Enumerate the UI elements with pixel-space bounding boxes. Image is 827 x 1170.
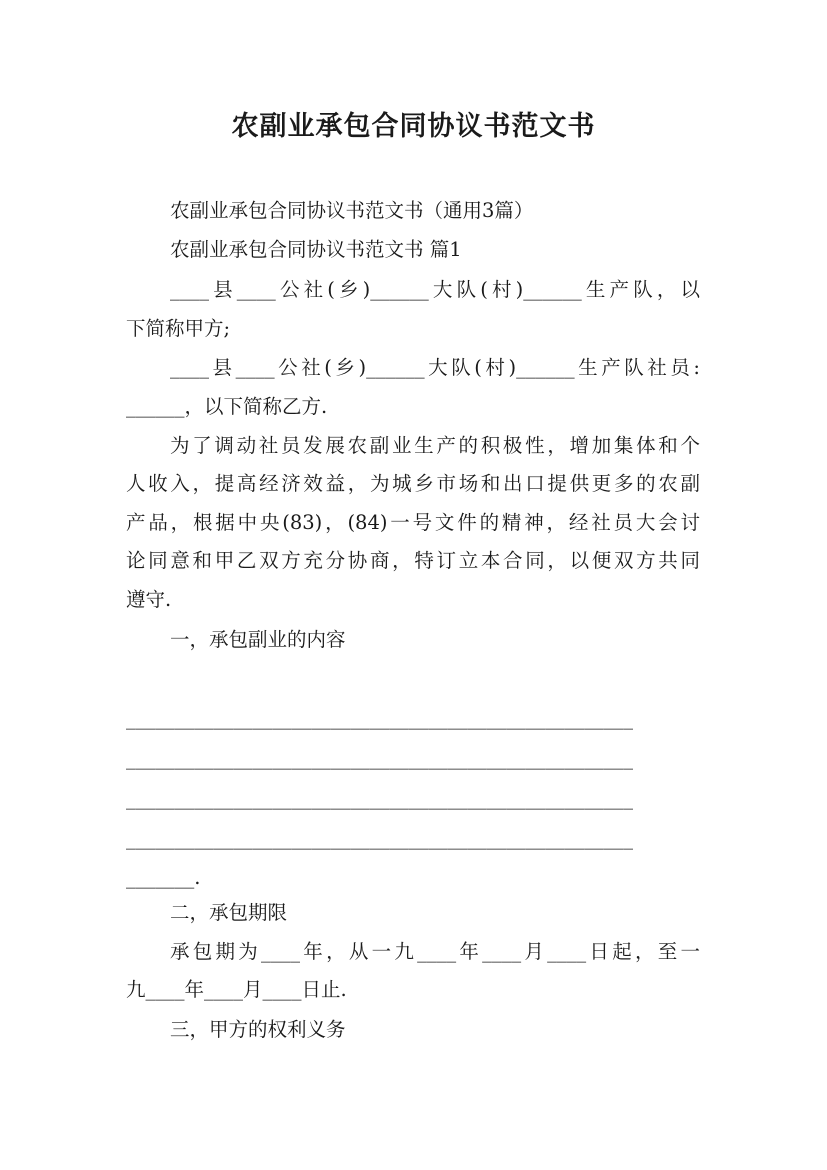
paragraph-line: ______，以下简称乙方. <box>126 395 328 418</box>
paragraph-line: 人收入，提高经济效益，为城乡市场和出口提供更多的农副 <box>126 472 700 495</box>
blank-fill-line: ____________________________________________________ <box>126 707 633 730</box>
section-heading: 三，甲方的权利义务 <box>170 1018 346 1041</box>
paragraph-line: 九____年____月____日止. <box>126 978 347 1001</box>
paragraph-line: 下简称甲方; <box>126 317 231 340</box>
paragraph-line: 遵守. <box>126 588 172 611</box>
blank-fill-line: _______. <box>126 866 201 889</box>
blank-fill-line: ____________________________________________________ <box>126 787 633 810</box>
paragraph-line: 论同意和甲乙双方充分协商，特订立本合同，以便双方共同 <box>126 549 700 572</box>
paragraph-line: ____县____公社(乡)______大队(村)______生产队，以 <box>170 278 700 301</box>
paragraph-line: 产品，根据中央(83)，(84)一号文件的精神，经社员大会讨 <box>126 511 700 534</box>
section-heading: 二，承包期限 <box>170 901 288 924</box>
section-heading: 农副业承包合同协议书范文书 篇1 <box>170 238 462 261</box>
paragraph-line: ____县____公社(乡)______大队(村)______生产队社员: <box>170 356 700 379</box>
blank-fill-line: ____________________________________________________ <box>126 827 633 850</box>
document-title: 农副业承包合同协议书范文书 <box>231 111 596 142</box>
paragraph-line: 为了调动社员发展农副业生产的积极性，增加集体和个 <box>170 434 700 457</box>
subtitle-line: 农副业承包合同协议书范文书（通用3篇） <box>170 199 534 222</box>
blank-fill-line: ____________________________________________________ <box>126 747 633 770</box>
section-heading: 一，承包副业的内容 <box>170 628 346 651</box>
paragraph-line: 承包期为____年，从一九____年____月____日起，至一 <box>170 940 700 963</box>
